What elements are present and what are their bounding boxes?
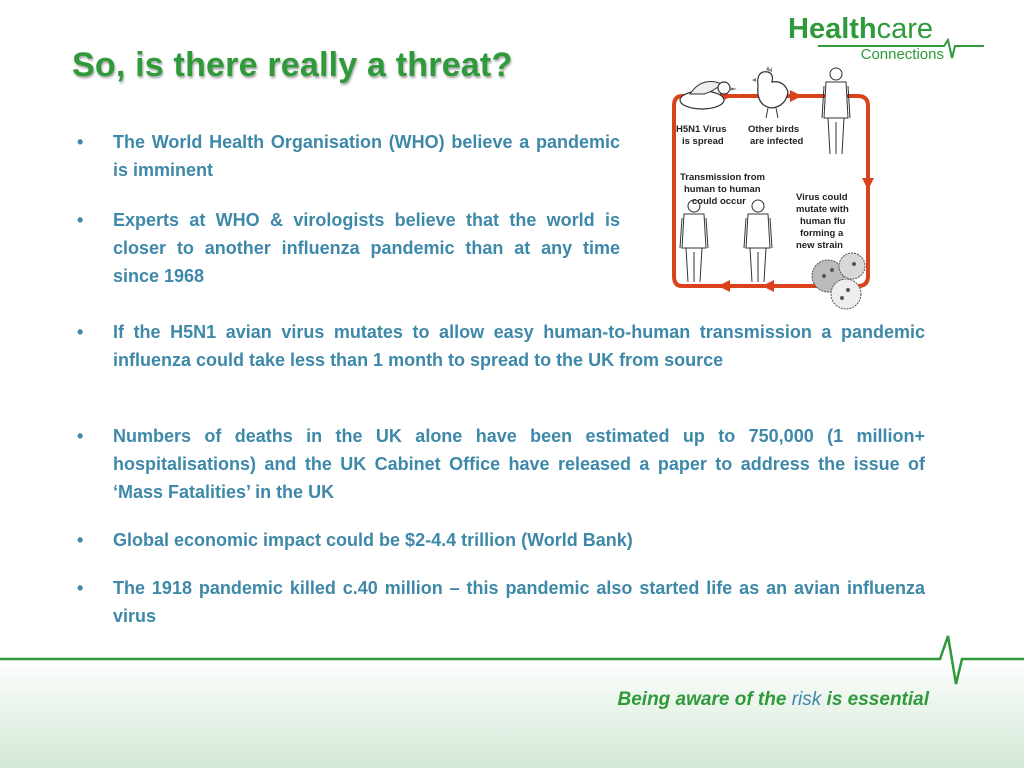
bullet-point [77, 128, 620, 184]
tagline-start: Being aware of the [617, 689, 787, 710]
logo-word-bold: Health [788, 13, 877, 45]
person-icon [744, 200, 772, 282]
logo-word-light: care [876, 13, 934, 45]
bullet-text: Numbers of deaths in the UK alone have been estimated up to 750,000 (1 million+ hospitalisations) and the UK Cabinet Office have released a paper to address the issue of ‘Mass Fatalities’ in the UK [113, 426, 925, 502]
bullet-point [77, 206, 620, 290]
chicken-icon [752, 66, 788, 118]
healthcare-connections-logo [788, 12, 988, 67]
label-human-transmission: Transmission from human to human could occur [680, 172, 765, 207]
transmission-cycle-diagram [668, 62, 878, 320]
bullet-point [77, 318, 925, 374]
virus-particles-icon [812, 253, 865, 309]
bullet-text: Experts at WHO & virologists believe that the world is closer to another influenza pandemic than at any time since 1968 [113, 210, 620, 286]
bullet-marker: • [77, 426, 84, 446]
label-birds-infected: Other birds are infected [748, 124, 804, 147]
heartbeat-line-icon [0, 628, 1024, 688]
bullet-marker: • [77, 322, 84, 342]
bullet-marker: • [77, 578, 84, 598]
bullet-text: If the H5N1 avian virus mutates to allow easy human-to-human transmission a pandemic influenza could take less than 1 month to spread to the UK from source [113, 322, 925, 370]
footer-tagline [618, 689, 930, 711]
tagline-end: is essential [826, 689, 929, 710]
bullet-text: The 1918 pandemic killed c.40 million – this pandemic also started life as an avian influenza virus [113, 578, 925, 626]
arrow-down-icon [862, 178, 874, 190]
bullet-point [77, 422, 925, 506]
label-virus-mutate: Virus could mutate with human flu forming a new strain [796, 192, 849, 251]
bullet-marker: • [77, 210, 84, 230]
bullet-marker: • [77, 132, 84, 152]
slide-title: So, is there really a threat? [72, 46, 513, 84]
logo-subtitle: Connections [860, 46, 944, 63]
person-icon [680, 200, 708, 282]
bullet-text: The World Health Organisation (WHO) believe a pandemic is imminent [113, 132, 620, 180]
bullet-point [77, 526, 925, 554]
bullet-point [77, 574, 925, 630]
person-icon [822, 68, 850, 154]
arrow-right-icon [790, 90, 802, 102]
arrow-left-icon [718, 280, 730, 292]
label-virus-spread: H5N1 Virus is spread [676, 124, 727, 147]
tagline-risk: risk [791, 689, 822, 710]
bullet-text: Global economic impact could be $2-4.4 trillion (World Bank) [113, 530, 633, 550]
bullet-marker: • [77, 530, 84, 550]
